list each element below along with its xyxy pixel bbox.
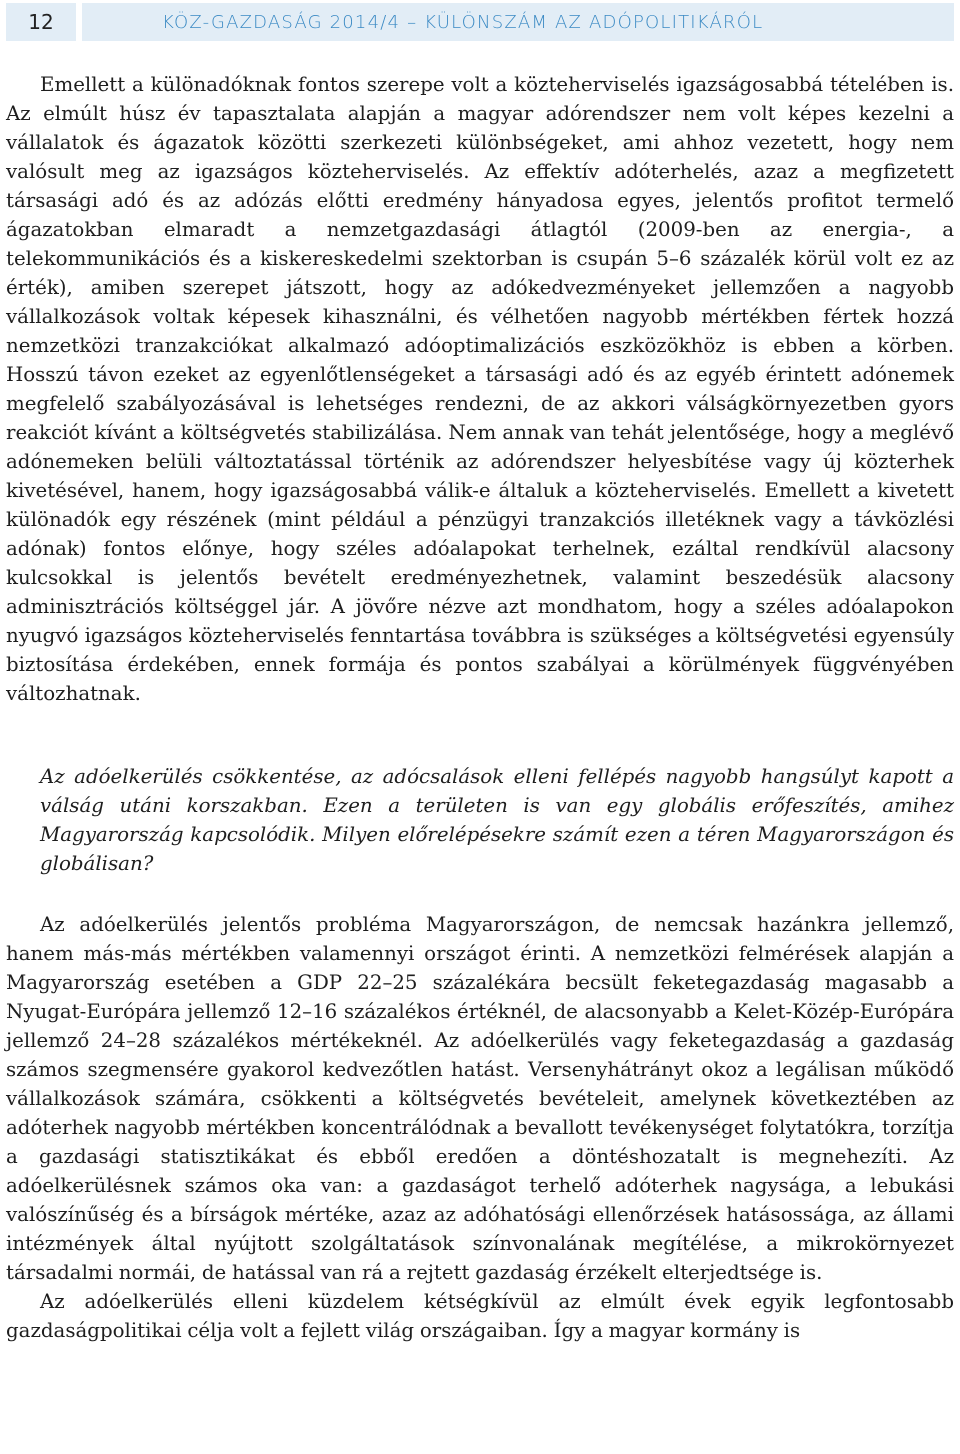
body-paragraph: Emellett a különadóknak fontos szerepe volt a közteherviselés igazságosabbá tételében is. Az elmúlt húsz év tapasztalata alapján a magyar adórendszer nem volt képes kezelni a vállalatok és ágazatok közötti szerkezeti különbségeket, ami ahhoz vezetett, hogy nem valósult meg az igazságos közteherviselés. Az effektív adóterhelés, azaz a megfizetett társasági adó és az adózás előtti eredmény hányadosa egyes, jelentős profitot termelő ágazatokban elmaradt a nemzetgazdasági átlagtól (2009-ben az energia-, a telekommunikációs és a kiskereskedelmi szektorban is csupán 5–6 százalék körül volt ez az érték), amiben szerepet játszott, hogy az adókedvezményeket jellemzően a nagyobb vállalkozások voltak képesek kihasználni, és vélhetően nagyobb mértékben fértek hozzá nemzetközi tranzakciókat alkalmazó adóoptimalizációs eszközökhöz is ebben a körben. Hosszú távon ezeket az egyenlőtlenségeket a társasági adó és az egyéb érintett adónemek megfelelő szabályozásával is lehetséges rendezni, de az akkori válságkörnyezetben gyors reakciót kívánt a költségvetés stabilizálása. Nem annak van tehát jelentősége, hogy a meglévő adónemeken belüli változtatással történik az adórendszer helyesbítése vagy új közterhek kivetésével, hanem, hogy igazságosabbá válik-e általuk a közteherviselés. Emellett a kivetett különadók egy részének (mint például a pénzügyi tranzakciós illetéknek vagy a távközlési adónak) fontos előnye, hogy széles adóalapokat terhelnek, ezáltal rendkívül alacsony kulcsokkal is jelentős bevételt eredményezhetnek, valamint beszedésük alacsony adminisztrációs költséggel jár. A jövőre nézve azt mondhatom, hogy a széles adóalapokon nyugvó igazságos közteherviselés fenntartása továbbra is szükséges a költségvetési egyensúly biztosítása érdekében, ennek formája és pontos szabályai a körülmények függvényében változhatnak. [6, 73, 954, 705]
page-header [0, 0, 960, 44]
body-paragraph: Az adóelkerülés jelentős probléma Magyarországon, de nemcsak hazánkra jellemző, hanem más-más mértékben valamennyi országot érinti. A nemzetközi felmérések alapján a Magyarország esetében a GDP 22–25 százalékára becsült feketegazdaság magasabb a Nyugat-Európára jellemző 12–16 százalékos értéknél, de alacsonyabb a Kelet-Közép-Európára jellemző 24–28 százalékos mértékeknél. Az adóelkerülés vagy feketegazdaság a gazdaság számos szegmensére gyakorol kedvezőtlen hatást. Versenyhátrányt okoz a legálisan működő vállalkozások számára, csökkenti a költségvetés bevételeit, amelynek következtében az adóterhek nagyobb mértékben koncentrálódnak a bevallott tevékenységet folytatókra, torzítja a gazdasági statisztikákat és ebből eredően a döntéshozatalt is megnehezíti. Az adóelkerülésnek számos oka van: a gazdaságot terhelő adóterhek nagysága, a lebukási valószínűség és a bírságok mértéke, azaz az adóhatósági ellenőrzések hatásossága, az állami intézmények által nyújtott szolgáltatások színvonalának megítélése, a mikrokörnyezet társadalmi normái, de hatással van rá a rejtett gazdaság érzékelt elterjedtsége is. [6, 913, 954, 1284]
running-head: KÖZ-GAZDASÁG 2014/4 – KÜLÖNSZÁM AZ ADÓPOLITIKÁRÓL [82, 3, 954, 41]
body-paragraph: Az adóelkerülés elleni küzdelem kétségkívül az elmúlt évek egyik legfontosabb gazdaságpolitikai célja volt a fejlett világ országaiban. Így a magyar kormány is [6, 1290, 954, 1342]
article-body [6, 70, 954, 1345]
page-number: 12 [6, 3, 76, 41]
interview-question: Az adóelkerülés csökkentése, az adócsalások elleni fellépés nagyobb hangsúlyt kapott a válság utáni korszakban. Ezen a területen is van egy globális erőfeszítés, amihez Magyarország kapcsolódik. Milyen előrelépésekre számít ezen a téren Magyarországon és globálisan? [40, 765, 954, 875]
